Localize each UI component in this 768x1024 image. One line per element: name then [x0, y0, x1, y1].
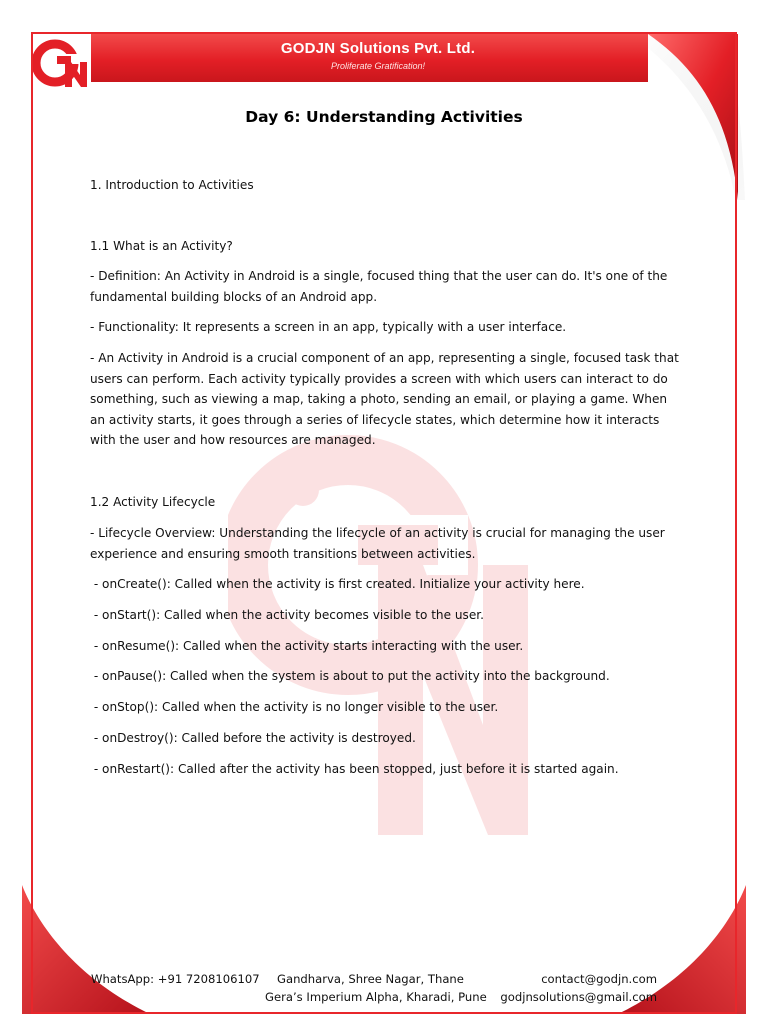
footer-email-gmail: godjnsolutions@gmail.com	[500, 990, 657, 1004]
lifecycle-item: - onRestart(): Called after the activity has been stopped, just before it is started again.	[90, 762, 619, 776]
lifecycle-item: - onStop(): Called when the activity is no longer visible to the user.	[90, 700, 499, 714]
lifecycle-item: - onResume(): Called when the activity starts interacting with the user.	[90, 639, 524, 653]
company-tagline: Proliferate Gratification!	[330, 61, 426, 71]
definition-paragraph: - Definition: An Activity in Android is a single, focused thing that the user can do. It's one of the fundamental building blocks of an Android app.	[90, 269, 668, 304]
functionality-paragraph: - Functionality: It represents a screen in an app, typically with a user interface.	[90, 320, 567, 334]
lifecycle-item: - onPause(): Called when the system is about to put the activity into the background.	[90, 669, 610, 683]
footer-address-line1: Gandharva, Shree Nagar, Thane	[277, 972, 464, 986]
section-heading: 1. Introduction to Activities	[90, 178, 254, 192]
lifecycle-item: - onDestroy(): Called before the activity is destroyed.	[90, 731, 416, 745]
bottom-left-ribbon	[0, 880, 160, 1024]
company-logo	[31, 32, 91, 90]
footer-email-contact: contact@godjn.com	[541, 972, 657, 986]
footer-address-line2: Gera’s Imperium Alpha, Kharadi, Pune	[265, 990, 487, 1004]
subsection-heading: 1.1 What is an Activity?	[90, 239, 233, 253]
activity-description-paragraph: - An Activity in Android is a crucial component of an app, representing a single, focused task that users can perform. Each activity typically provides a screen with which users can interact to do something, such as viewing a map, taking a photo, sending an email, or playing a game. When an activity starts, it goes through a series of lifecycle states, which determine how it interacts with the user and how resources are managed.	[90, 351, 679, 447]
company-name: GODJN Solutions Pvt. Ltd.	[280, 40, 476, 57]
lifecycle-overview-paragraph: - Lifecycle Overview: Understanding the lifecycle of an activity is crucial for managing the user experience and ensuring smooth transitions between activities.	[90, 526, 665, 561]
document-title: Day 6: Understanding Activities	[245, 108, 523, 126]
subsection-heading: 1.2 Activity Lifecycle	[90, 495, 216, 509]
footer-whatsapp: WhatsApp: +91 7208106107	[91, 972, 260, 986]
lifecycle-item: - onStart(): Called when the activity becomes visible to the user.	[90, 608, 484, 622]
lifecycle-item: - onCreate(): Called when the activity is first created. Initialize your activity here.	[90, 577, 585, 591]
